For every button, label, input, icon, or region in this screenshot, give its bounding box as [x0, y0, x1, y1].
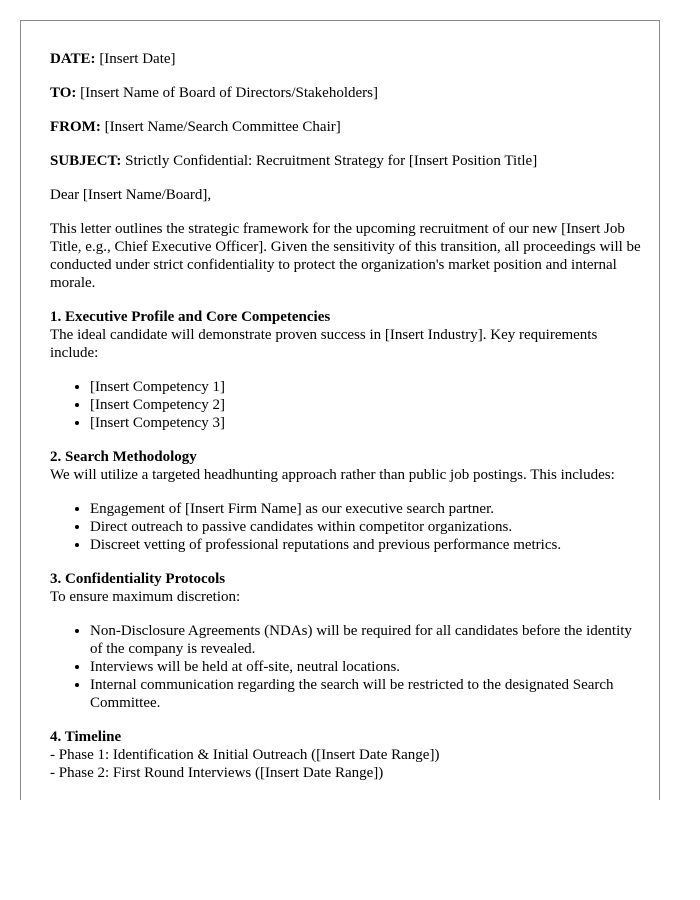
to-label: TO:	[50, 85, 77, 101]
bullet-list	[50, 500, 642, 554]
list-item: • Engagement of [Insert Firm Name] as our executive search partner.	[90, 500, 642, 518]
from-label: FROM:	[50, 119, 101, 135]
list-item: • [Insert Competency 2]	[90, 396, 642, 414]
list-item: • Internal communication regarding the search will be restricted to the designated Search Committee.	[90, 676, 642, 712]
section-title: 4. Timeline	[50, 729, 122, 745]
salutation: Dear [Insert Name/Board],	[50, 187, 212, 203]
list-item: • Interviews will be held at off-site, neutral locations.	[90, 658, 642, 676]
subject-label: SUBJECT:	[50, 153, 122, 169]
section-executive-profile	[50, 308, 642, 432]
list-item: • [Insert Competency 1]	[90, 378, 642, 396]
from-value: [Insert Name/Search Committee Chair]	[100, 119, 341, 135]
timeline-phase: - Phase 1: Identification & Initial Outreach ([Insert Date Range])	[50, 747, 440, 763]
section-intro: We will utilize a targeted headhunting approach rather than public job postings. This includes:	[50, 467, 615, 483]
letter-frame	[20, 20, 660, 800]
subject-line	[50, 152, 642, 170]
date-value: [Insert Date]	[95, 51, 176, 67]
list-item: • Direct outreach to passive candidates within competitor organizations.	[90, 518, 642, 536]
date-label: DATE:	[50, 51, 96, 67]
section-intro: The ideal candidate will demonstrate proven success in [Insert Industry]. Key requirements include:	[50, 327, 598, 361]
letter-body	[50, 50, 642, 798]
timeline-phase: - Phase 2: First Round Interviews ([Insert Date Range])	[50, 765, 384, 781]
list-item: • [Insert Competency 3]	[90, 414, 642, 432]
section-confidentiality-protocols	[50, 570, 642, 712]
intro-paragraph: This letter outlines the strategic framework for the upcoming recruitment of our new [Insert Job Title, e.g., Chief Executive Officer]. Given the sensitivity of this transition, all proceedings will be conducted under strict confidentiality to protect the organization's market position and internal morale.	[50, 221, 641, 291]
date-line	[50, 50, 642, 68]
section-search-methodology	[50, 448, 642, 554]
section-title: 2. Search Methodology	[50, 449, 197, 465]
section-title: 1. Executive Profile and Core Competencies	[50, 309, 331, 325]
bullet-list	[50, 622, 642, 712]
list-item: • Non-Disclosure Agreements (NDAs) will be required for all candidates before the identity of the company is revealed.	[90, 622, 642, 658]
list-item: • Discreet vetting of professional reputations and previous performance metrics.	[90, 536, 642, 554]
section-title: 3. Confidentiality Protocols	[50, 571, 226, 587]
section-timeline	[50, 728, 642, 782]
section-intro: To ensure maximum discretion:	[50, 589, 241, 605]
to-value: [Insert Name of Board of Directors/Stakeholders]	[76, 85, 378, 101]
bullet-list	[50, 378, 642, 432]
to-line	[50, 84, 642, 102]
from-line	[50, 118, 642, 136]
subject-value: Strictly Confidential: Recruitment Strategy for [Insert Position Title]	[121, 153, 538, 169]
